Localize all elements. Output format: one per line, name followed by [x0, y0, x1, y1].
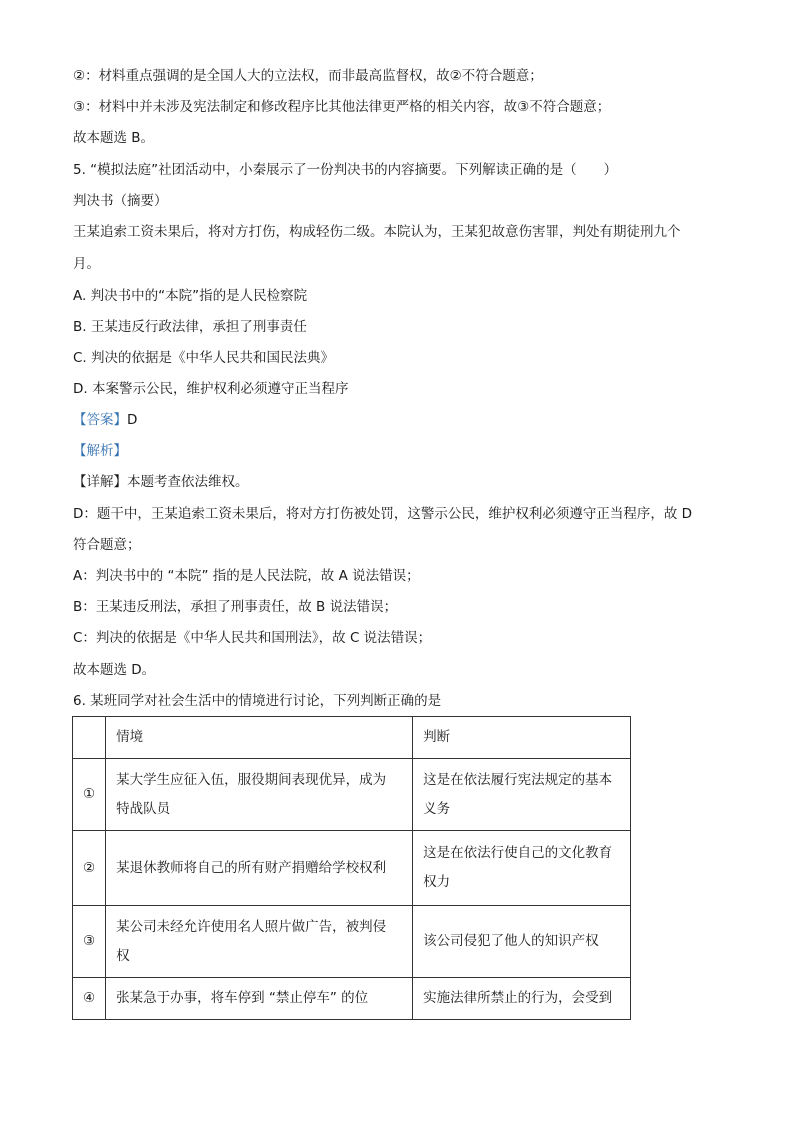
table-header-row: [73, 717, 631, 759]
explain-conclusion: 故本题选 D。: [73, 662, 156, 678]
row-num: ①: [73, 759, 106, 831]
row-num: ②: [73, 831, 106, 906]
q5-answer-line: [73, 410, 137, 430]
explain-d-cont: 符合题意；: [73, 537, 141, 553]
explain-b: B：王某违反刑法，承担了刑事责任，故 B 说法错误；: [73, 599, 398, 615]
situation-text: 特战队员: [116, 800, 171, 817]
row-num: ③: [73, 906, 106, 978]
situation-text: 某退休教师将自己的所有财产捐赠给学校权利: [116, 859, 387, 876]
q6-table: [72, 716, 631, 1020]
q6-stem: 6. 某班同学对社会生活中的情境进行讨论，下列判断正确的是: [73, 693, 442, 709]
explain-d: D：题干中，王某追索工资未果后，将对方打伤被处罚，这警示公民，维护权利必须遵守正当程序，故 D: [73, 506, 693, 522]
judgment-text: 这是在依法履行宪法规定的基本: [423, 771, 613, 788]
analysis-tag: 【解析】: [73, 443, 127, 459]
q5-doc-body-cont: 月。: [73, 256, 100, 272]
situation-text: 权: [116, 947, 130, 964]
row-situation: [106, 759, 413, 831]
row-situation: [106, 831, 413, 906]
header-judgment: 判断: [413, 717, 631, 759]
table-row: [73, 831, 631, 906]
header-situation: 情境: [106, 717, 413, 759]
answer-tag: 【答案】: [73, 412, 127, 428]
q5-option-c: C. 判决的依据是《中华人民共和国民法典》: [73, 350, 335, 366]
judgment-text: 实施法律所禁止的行为，会受到: [423, 990, 613, 1006]
analysis-line-3: ③：材料中并未涉及宪法制定和修改程序比其他法律更严格的相关内容，故③不符合题意；: [73, 99, 611, 115]
row-judgment: [413, 978, 631, 1020]
situation-text: 某大学生应征入伍，服役期间表现优异，成为: [116, 771, 387, 788]
judgment-text: 义务: [423, 800, 451, 817]
analysis-line-2: ②：材料重点强调的是全国人大的立法权，而非最高监督权，故②不符合题意；: [73, 68, 543, 84]
row-judgment: [413, 906, 631, 978]
explain-a: A：判决书中的 “本院” 指的是人民法院，故 A 说法错误；: [73, 568, 420, 584]
row-judgment: [413, 759, 631, 831]
q5-doc-body: 王某追索工资未果后，将对方打伤，构成轻伤二级。本院认为，王某犯故意伤害罪，判处有期徒刑九个: [73, 224, 681, 240]
table-row: [73, 906, 631, 978]
header-num: [73, 717, 106, 759]
conclusion-line: 故本题选 B。: [73, 130, 155, 146]
detail-line: 【详解】本题考查依法维权。: [73, 474, 249, 490]
row-situation: [106, 978, 413, 1020]
situation-text: 某公司未经允许使用名人照片做广告，被判侵: [116, 918, 387, 935]
q5-doc-title: 判决书（摘要）: [73, 193, 168, 209]
judgment-text: 这是在依法行使自己的文化教育: [423, 845, 613, 861]
row-num: ④: [73, 978, 106, 1020]
judgment-text: 该公司侵犯了他人的知识产权: [423, 933, 599, 949]
table-row: [73, 978, 631, 1020]
explain-c: C：判决的依据是《中华人民共和国刑法》，故 C 说法错误；: [73, 630, 432, 646]
q5-option-d: D. 本案警示公民，维护权利必须遵守正当程序: [73, 381, 349, 397]
judgment-text: 权力: [423, 874, 451, 890]
q5-option-a: A. 判决书中的“本院”指的是人民检察院: [73, 288, 308, 304]
row-situation: [106, 906, 413, 978]
answer-value: D: [127, 412, 138, 428]
situation-text: 张某急于办事，将车停到 “禁止停车” 的位: [116, 990, 369, 1006]
table-row: [73, 759, 631, 831]
q5-stem: 5. “模拟法庭”社团活动中，小秦展示了一份判决书的内容摘要。下列解读正确的是（ ）: [73, 162, 618, 178]
row-judgment: [413, 831, 631, 906]
q5-option-b: B. 王某违反行政法律，承担了刑事责任: [73, 319, 307, 335]
